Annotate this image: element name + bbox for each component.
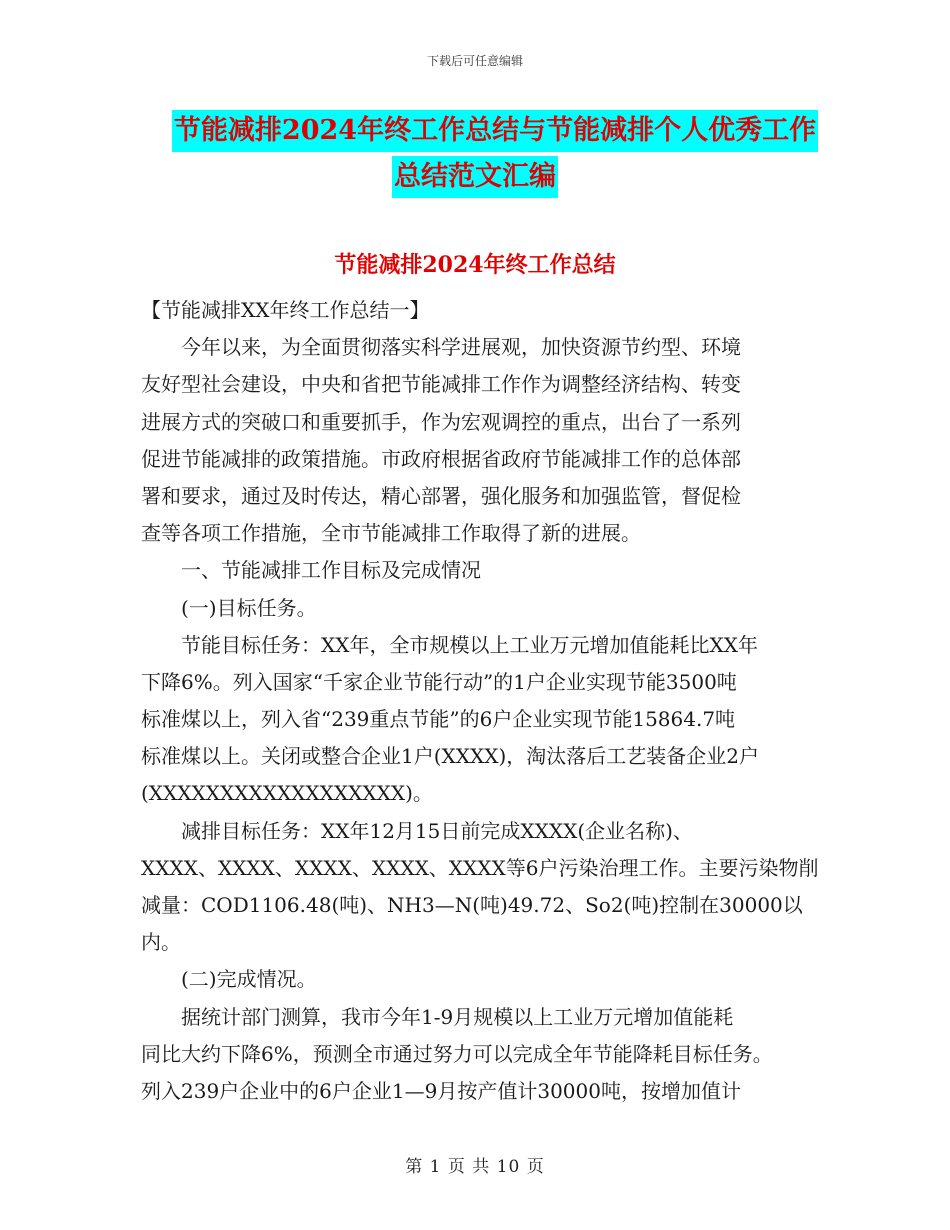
body-text bbox=[141, 292, 819, 1110]
document-title bbox=[0, 110, 950, 198]
title-line-1: 节能减排2024年终工作总结与节能减排个人优秀工作 bbox=[172, 110, 818, 152]
paragraph-line: 今年以来，为全面贯彻落实科学进展观，加快资源节约型、环境 bbox=[141, 335, 741, 360]
paragraph-line: 查等各项工作措施，全市节能减排工作取得了新的进展。 bbox=[141, 521, 641, 546]
paragraph-line: 署和要求，通过及时传达，精心部署，强化服务和加强监管，督促检 bbox=[141, 483, 741, 508]
title-line-2: 总结范文汇编 bbox=[392, 156, 558, 198]
paragraph-line: 下降6%。列入国家“千家企业节能行动”的1户企业实现节能3500吨 bbox=[141, 669, 737, 694]
paragraph-line: 标准煤以上。关闭或整合企业1户(XXXX)，淘汰落后工艺装备企业2户 bbox=[141, 744, 760, 769]
paragraph-line: 【节能减排XX年终工作总结一】 bbox=[141, 298, 430, 322]
paragraph-line: 减量：COD1106.48(吨)、NH3—N(吨)49.72、So2(吨)控制在30000以 bbox=[141, 893, 803, 917]
paragraph-line: 减排目标任务：XX年12月15日前完成XXXX(企业名称)、 bbox=[141, 818, 693, 843]
page-header-note: 下载后可任意编辑 bbox=[426, 54, 523, 68]
paragraph-line: 同比大约下降6%，预测全市通过努力可以完成全年节能降耗目标任务。 bbox=[141, 1041, 773, 1066]
paragraph-line: (XXXXXXXXXXXXXXXXXX)。 bbox=[141, 781, 433, 806]
paragraph-line: 进展方式的突破口和重要抓手，作为宏观调控的重点，出台了一系列 bbox=[141, 409, 741, 434]
heading-line: 一、节能减排工作目标及完成情况 bbox=[141, 558, 481, 583]
paragraph-line: 内。 bbox=[141, 930, 181, 955]
page-number-footer: 第 1 页 共 10 页 bbox=[405, 1157, 545, 1177]
paragraph-line: 节能目标任务：XX年，全市规模以上工业万元增加值能耗比XX年 bbox=[141, 632, 758, 657]
paragraph-line: 友好型社会建设，中央和省把节能减排工作作为调整经济结构、转变 bbox=[141, 372, 741, 397]
paragraph-line: 标准煤以上，列入省“239重点节能”的6户企业实现节能15864.7吨 bbox=[141, 707, 736, 732]
paragraph-line: 列入239户企业中的6户企业1—9月按产值计30000吨，按增加值计 bbox=[141, 1078, 741, 1103]
section-title: 节能减排2024年终工作总结 bbox=[334, 252, 616, 278]
heading-line: (二)完成情况。 bbox=[141, 967, 317, 992]
heading-line: (一)目标任务。 bbox=[141, 595, 317, 620]
paragraph-line: 据统计部门测算，我市今年1-9月规模以上工业万元增加值能耗 bbox=[141, 1004, 734, 1029]
paragraph-line: XXXX、XXXX、XXXX、XXXX、XXXX等6户污染治理工作。主要污染物削 bbox=[141, 855, 819, 880]
paragraph-line: 促进节能减排的政策措施。市政府根据省政府节能减排工作的总体部 bbox=[141, 446, 741, 471]
